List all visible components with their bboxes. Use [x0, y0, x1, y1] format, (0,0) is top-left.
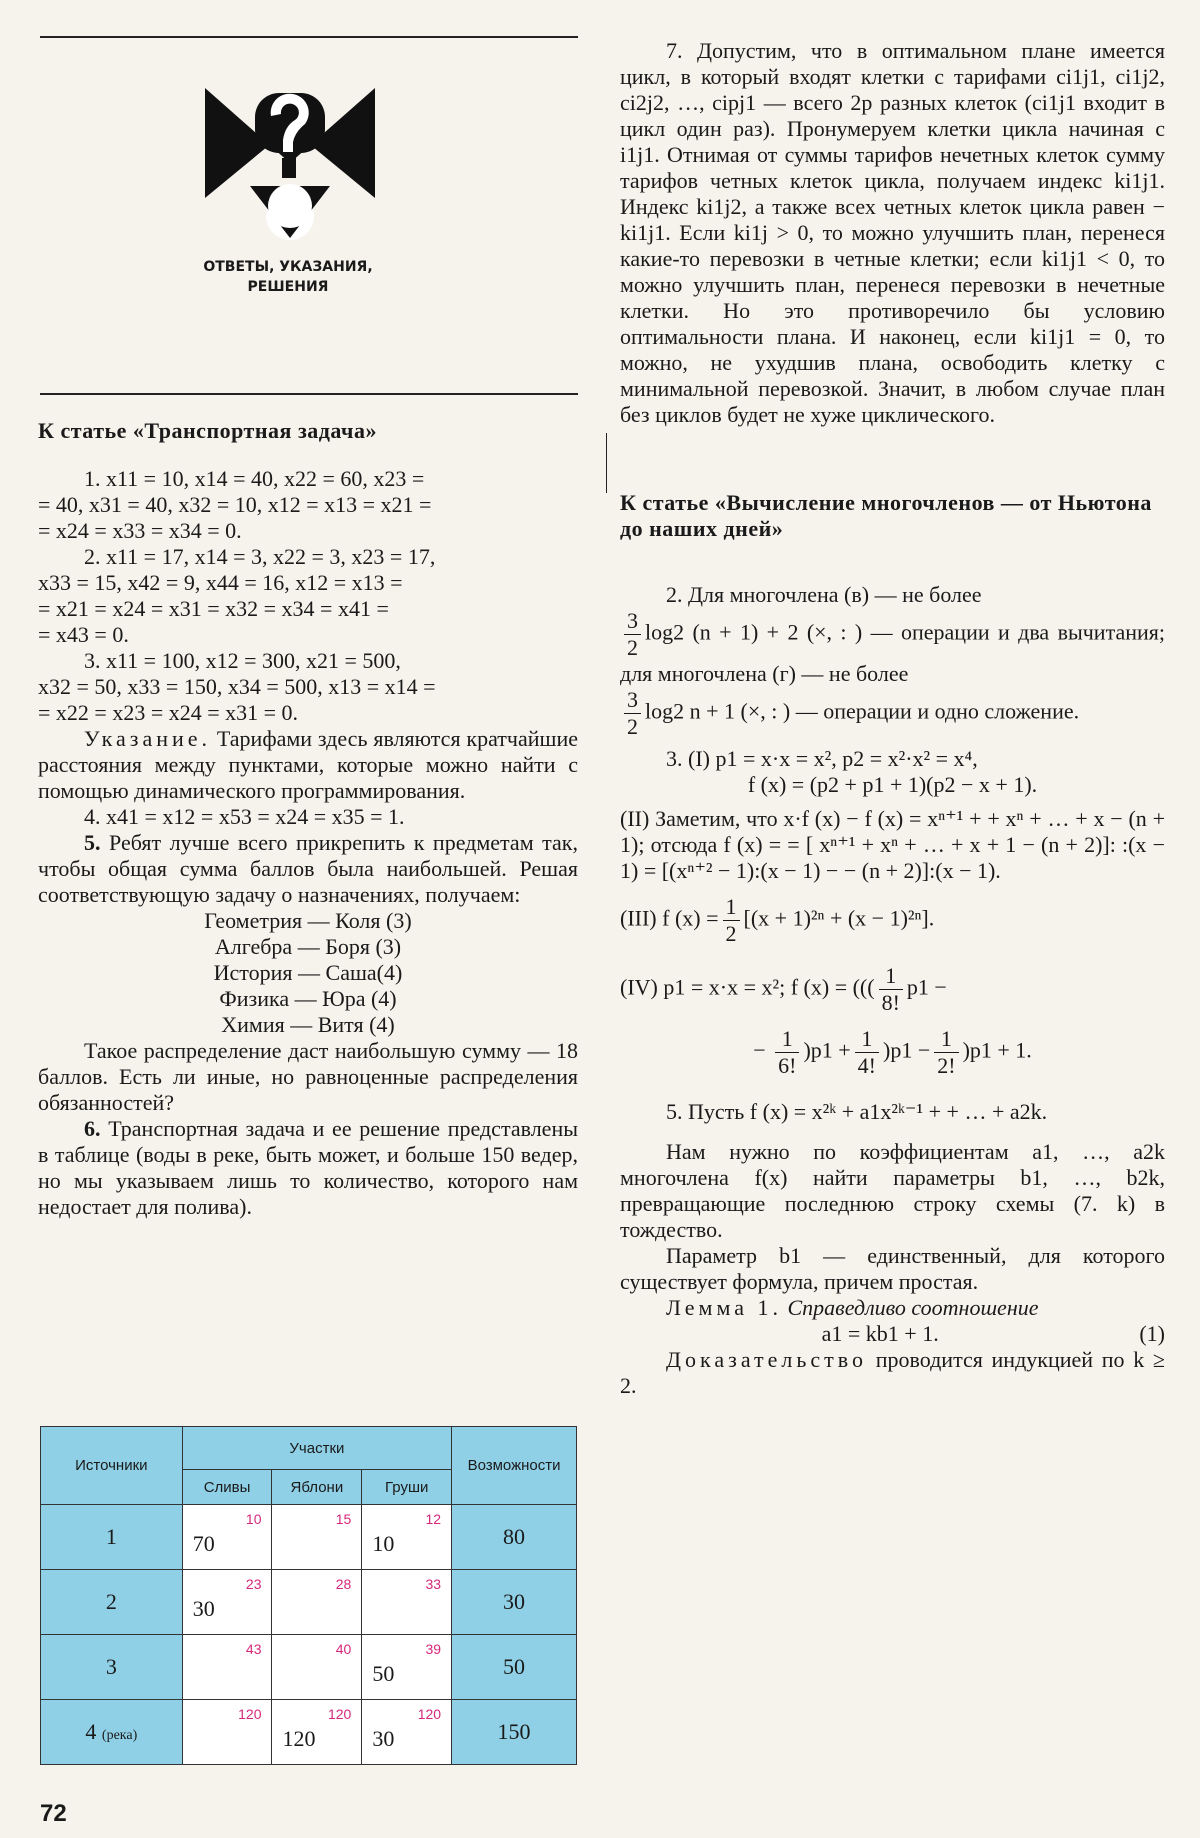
table-cell: 28 [272, 1570, 362, 1635]
answer-6: 6. Транспортная задача и ее решение представлены в таблице (воды в реке, быть может, и больше 150 ведер, но мы указываем лишь то количество, которого нам недостает для полива). [38, 1116, 578, 1219]
table-cell: 120 [182, 1700, 272, 1765]
fraction-1-2fact: $\frac{1}{2!}$ [934, 1026, 958, 1079]
hint-paragraph [38, 726, 578, 804]
poly-answer-3-IV-cont: − $\frac{1}{6!}$ )p1 + $\frac{1}{4!}$ )p1 − $\frac{1}{2!}$ )p1 + 1. [753, 1026, 1032, 1078]
answer-1-line-3: = x24 = x33 = x34 = 0. [38, 518, 242, 543]
header-capacity: Возможности [452, 1427, 577, 1505]
answer-2-line-1: 2. x11 = 17, x14 = 3, x22 = 3, x23 = 17, [84, 544, 436, 569]
question-mark-logo-icon [205, 88, 375, 243]
source-cell: 4 (река) [41, 1700, 183, 1765]
header-plot-pears: Груши [362, 1470, 452, 1505]
capacity-cell: 30 [452, 1570, 577, 1635]
article-heading-polynomials: К статье «Вычисление многочленов — от Ньютона до наших дней» [620, 490, 1152, 541]
header-plot-plums: Сливы [182, 1470, 272, 1505]
fraction-1-4fact: $\frac{1}{4!}$ [855, 1026, 879, 1079]
table-cell: 40 [272, 1635, 362, 1700]
poly-answer-5: 5. Пусть f (x) = x²ᵏ + a1x²ᵏ⁻¹ + + … + a2k. [666, 1099, 1048, 1124]
fraction-1-6fact: $\frac{1}{6!}$ [775, 1026, 799, 1079]
page-number: 72 [40, 1800, 67, 1827]
capacity-cell: 150 [452, 1700, 577, 1765]
assignment-2: Алгебра — Боря (3) [214, 934, 402, 959]
lemma-formula: a1 = kb1 + 1. (1) [821, 1321, 1165, 1346]
right-column [620, 38, 1165, 1399]
answer-3-line-1: 3. x11 = 100, x12 = 300, x21 = 500, [84, 648, 401, 673]
capacity-cell: 50 [452, 1635, 577, 1700]
table-cell: 43 [182, 1635, 272, 1700]
capacity-cell: 80 [452, 1505, 577, 1570]
source-cell: 2 [41, 1570, 183, 1635]
answer-2-line-3: = x21 = x24 = x31 = x32 = x34 = x41 = [38, 596, 389, 621]
section-label: ОТВЕТЫ, УКАЗАНИЯ, РЕШЕНИЯ [203, 259, 373, 295]
top-rule [40, 36, 578, 38]
column-divider [606, 433, 607, 493]
hint-word: Указание. [84, 726, 212, 751]
table-cell: 33 [362, 1570, 452, 1635]
section-rule [40, 393, 578, 395]
poly-answer-3-III: (III) f (x) = $\frac{1}{2}$ [(x + 1)²ⁿ + (x − 1)²ⁿ]. [620, 894, 935, 946]
table-row [41, 1570, 577, 1635]
poly-answer-2-b: $\frac{3}{2}$ log2 (n + 1) + 2 (×, : ) — операции и два вычитания; для многочлена (г) — не более [620, 608, 1165, 686]
answer-1-line-1: 1. x11 = 10, x14 = 40, x22 = 60, x23 = [84, 466, 425, 491]
header-plots: Участки [182, 1427, 451, 1470]
table-cell: 23 30 [182, 1570, 272, 1635]
assignment-4: Физика — Юра (4) [219, 986, 397, 1011]
answer-3-line-3: = x22 = x23 = x24 = x31 = 0. [38, 700, 299, 725]
table-row [41, 1635, 577, 1700]
answer-3-line-2: x32 = 50, x33 = 150, x34 = 500, x13 = x14 = [38, 674, 436, 699]
poly-answer-5-b: Нам нужно по коэффициентам a1, …, a2k многочлена f(x) найти параметры b1, …, b2k, превращающие последнюю строку схемы (7. k) в тождество. [620, 1139, 1165, 1242]
answer-4: 4. x41 = x12 = x53 = x24 = x35 = 1. [84, 804, 405, 829]
source-cell: 1 [41, 1505, 183, 1570]
answer-2-line-2: x33 = 15, x42 = 9, x44 = 16, x12 = x13 = [38, 570, 403, 595]
source-note: (река) [101, 1728, 138, 1743]
assignment-5: Химия — Витя (4) [221, 1012, 395, 1037]
answer-1-line-2: = 40, x31 = 40, x32 = 10, x12 = x13 = x21 = [38, 492, 432, 517]
assignment-1: Геометрия — Коля (3) [204, 908, 412, 933]
transport-table [40, 1426, 577, 1765]
proof: Доказательство проводится индукцией по k ≥ 2. [620, 1347, 1165, 1398]
table-row [41, 1505, 577, 1570]
lemma: Лемма 1. Справедливо соотношение [666, 1295, 1039, 1320]
table-cell: 120 30 [362, 1700, 452, 1765]
answer-5: 5. Ребят лучше всего прикрепить к предметам так, чтобы общая сумма баллов была наибольшей. Решая соответствующую задачу о назначениях, получаем: [38, 830, 578, 907]
table-row [41, 1700, 577, 1765]
fraction-3-2: $\frac{3}{2}$ [624, 608, 641, 661]
table-cell: 39 50 [362, 1635, 452, 1700]
fraction-1-2: $\frac{1}{2}$ [723, 894, 740, 947]
header-sources: Источники [41, 1427, 183, 1505]
left-column [38, 418, 578, 1220]
poly-answer-2-a: 2. Для многочлена (в) — не более [666, 582, 982, 607]
header-plot-apples: Яблони [272, 1470, 362, 1505]
table-cell: 10 70 [182, 1505, 272, 1570]
poly-answer-3-IV: (IV) p1 = x·x = x²; f (x) = ((( $\frac{1}{8!}$ p1 − [620, 963, 947, 1015]
assignment-3: История — Саша(4) [213, 960, 403, 985]
hint-text: Тарифами здесь являются кратчайшие расстояния между пунктами, которые можно найти с помощью динамического программирования. [38, 726, 578, 803]
answer-5-tail: Такое распределение даст наибольшую сумму — 18 баллов. Есть ли иные, но равноценные распределения обязанностей? [38, 1038, 578, 1115]
fraction-1-8fact: $\frac{1}{8!}$ [879, 963, 903, 1016]
table-cell: 15 [272, 1505, 362, 1570]
answer-7: 7. Допустим, что в оптимальном плане имеется цикл, в который входят клетки с тарифами ci1j1, ci1j2, ci2j2, …, cipj1 — всего 2p разных клеток (ci1j1 входит в цикл один раз). Пронумеруем клетки цикла начиная с i1j1. Отнимая от суммы тарифов нечетных клеток сумму тарифов четных клеток цикла, получаем индекс ki1j1. Индекс ki1j2, а также всех четных клеток цикла равен − ki1j1. Если ki1j > 0, то можно улучшить план, перенеся какие-то перевозки в четные клетки; если ki1j1 < 0, то можно улучшить план, перенеся перевозки в нечетные клетки. Но это противоречило бы условию оптимальности плана. И наконец, если ki1j1 = 0, то можно, не ухудшив плана, освободить клетку с минимальной перевозкой. Значит, в любом случае план без циклов будет не хуже циклического. [620, 38, 1165, 427]
answer-2-line-4: = x43 = 0. [38, 622, 129, 647]
poly-answer-3-line-1: 3. (I) p1 = x·x = x², p2 = x²·x² = x⁴, [666, 746, 978, 771]
poly-answer-3-II: (II) Заметим, что x·f (x) − f (x) = xⁿ⁺¹ + + xⁿ + … + x − (n + 1); отсюда f (x) = = [ xⁿ⁺¹ + xⁿ + … + x + 1 − (n + 2)]: :(x − 1) = [(xⁿ⁺² − 1):(x − 1) − − (n + 2)]:(x − 1). [620, 806, 1165, 883]
table-cell: 12 10 [362, 1505, 452, 1570]
poly-answer-5-c: Параметр b1 — единственный, для которого существует формула, причем простая. [620, 1243, 1165, 1294]
poly-answer-2-c: $\frac{3}{2}$ log2 n + 1 (×, : ) — операции и одно сложение. [620, 687, 1165, 740]
table-cell: 120 120 [272, 1700, 362, 1765]
fraction-3-2: $\frac{3}{2}$ [624, 687, 641, 740]
poly-answer-3-line-2: f (x) = (p2 + p1 + 1)(p2 − x + 1). [747, 772, 1038, 797]
article-heading-transport: К статье «Транспортная задача» [38, 418, 377, 443]
source-cell: 3 [41, 1635, 183, 1700]
